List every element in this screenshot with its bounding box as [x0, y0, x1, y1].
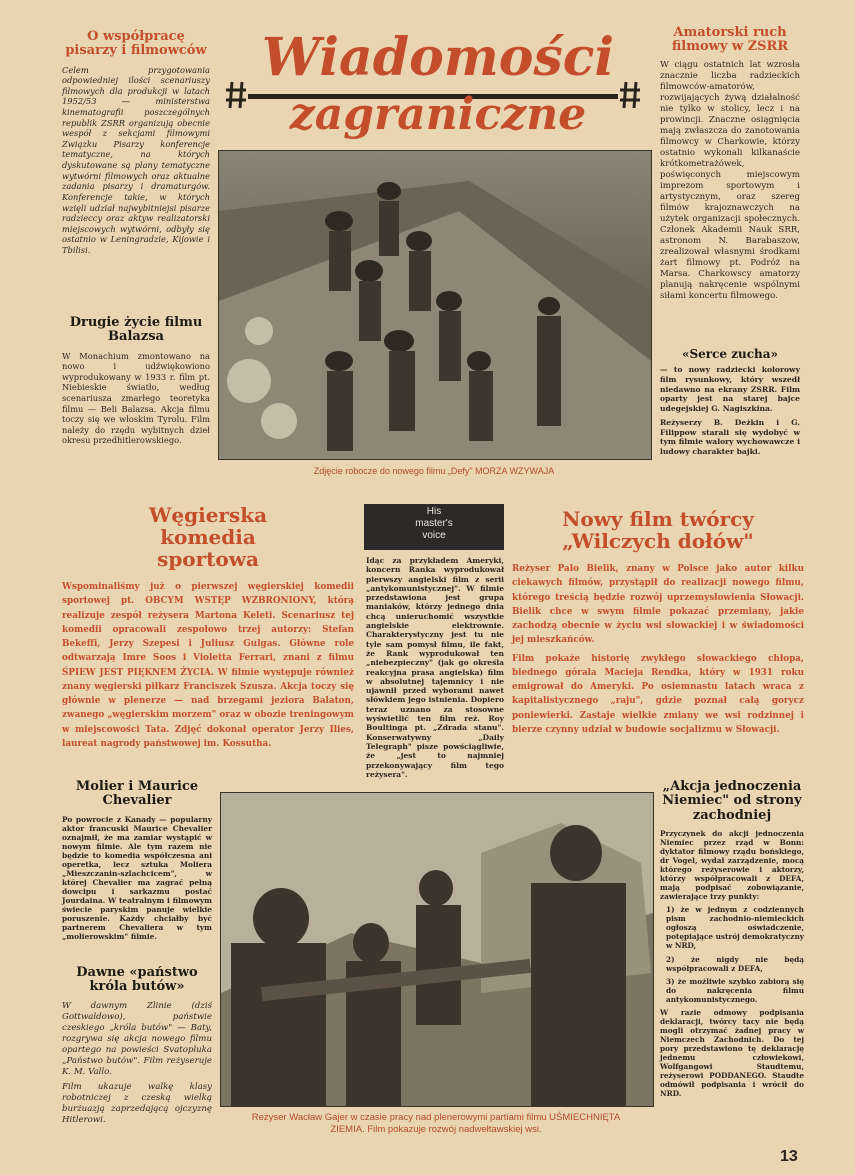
label-line-2: master's [415, 518, 453, 529]
article-title: Drugie życie filmu Balazsa [69, 315, 203, 345]
article-balazs [62, 316, 210, 446]
article-his-masters-voice [366, 556, 504, 779]
article-body: W Monachium zmontowano na nowo i udźwiękowiono wyprodukowany w 1933 r. film pt. Niebieskie światło, według scenariusza zmarłego teoretyka filmu — Beli Balazsa. Akcja filmu toczy się we włoskim Tyrolu. Film należy do rzędu wybitnych dzieł okresu przedhitlerowskiego. [62, 350, 210, 446]
section-banner [218, 24, 648, 142]
photo-ship-deck-caption: Zdjęcie robocze do nowego filmu „Defy" MORZA WZYWAJA [313, 466, 555, 476]
article-body-1: — to nowy radziecki kolorowy film rysunkowy, który wszedł niedawno na ekrany ZSRR. Film oparty jest na starej bajce udegejskiej G. Nagiszkina. [660, 365, 800, 414]
article-body-1: Przyczynek do akcji jednoczenia Niemiec przez rząd w Bonn: dyktator filmowy rządu bońskiego, dr Vogel, wydał zarządzenie, mocą którego reżyserowie i aktorzy, którzy współpracowali z DEFA, mają podpisać zobowiązanie, zawierające trzy punkty: [660, 828, 804, 902]
article-serce-zucha [660, 348, 800, 461]
article-body-2: Film ukazuje walkę klasy robotniczej z czeską wielką burżuazją zaprzedającą ojczyznę Hitlerowi. [62, 1081, 212, 1125]
article-bielik [512, 508, 804, 741]
article-writers-filmmakers [62, 30, 210, 256]
page-number: 13 [780, 1148, 798, 1165]
article-title: „Akcja jednoczenia Niemiec" od strony zachodniej [662, 779, 802, 823]
article-chevalier [62, 780, 212, 941]
article-body: Wspominaliśmy już o pierwszej węgierskiej komedii sportowej pt. OBCYM WSTĘP WZBRONIONY, którą realizuje zespół reżysera Martona Keleti. Scenariusz tej komedii opracowali zespołowo trzej autorzy: Stefan Bekeffi, Jerzy Szepesi i Juliusz Gulgas. Główne role odtwarzają Imre Soos i Violetta Ferrari, znani z filmu ŚPIEW JEST PIĘKNEM ŻYCIA. W filmie występuje również znany węgierski piłkarz Franciszek Szusza. Akcja toczy się głównie w plenerze — nad brzegami jeziora Balaton, zwanego „węgierskim morzem" oraz w obozie treningowym w miejscowości Tata. Zdjęć dokonał operator Jerzy Ilies, laureat nagrody państwowej im. Kossutha. [62, 582, 354, 749]
article-title: Nowy film twórcy „Wilczych dołów" [562, 507, 754, 553]
label-line-3: voice [422, 530, 446, 541]
article-body: Po powrocie z Kanady — popularny aktor francuski Maurice Chevalier oznajmił, że ma zamiar wystąpić w nowym filmie. Ale tym razem nie będzie to komedia współczesna ani operetka, lecz sztuka Moliera „Mieszczanin-szlachcicem", w której Chevalier ma zagrać pełną dowcipu i sarkazmu postać Jourdaina. W teatralnym i filmowym świecie paryskim panuje wielkie poruszenie. Każdy chciałby być partnerem Chevaliera w tym „molierowskim" filmie. [62, 814, 212, 941]
article-german-unification [660, 780, 804, 1102]
article-title: Molier i Maurice Chevalier [75, 779, 199, 809]
article-list-item-1: 1) że w jednym z codziennych pism zachodnio-niemieckich ogłoszą oświadczenie, potępiające ustrój demokratyczny w NRD, [666, 905, 804, 951]
article-body-2: Reżyserzy B. Deżkin i G. Filippow starali się wydobyć w tym filmie walory wychowawcze i ludowy charakter bajki. [660, 417, 800, 456]
article-title: Dawne «państwo króla butów» [76, 965, 198, 995]
label-line-1: His [426, 506, 442, 517]
photo-film-set [220, 792, 654, 1107]
photo-ship-deck-image [219, 151, 651, 459]
article-body-1: W dawnym Zlinie (dziś Gottwaldowo), państwie czeskiego „króla butów" — Baty, rozgrywa się akcja nowego filmu opartego na powieści Svatopluka „Państwo butów". Film reżyseruje K. M. Vallo. [62, 1000, 212, 1077]
photo-film-set-caption: Reżyser Wacław Gajer w czasie pracy nad plenerowymi partiami filmu UŚMIECHNIĘTA ZIEMIA. Film pokazuje rozwój nadwełtawskiej wsi. [251, 1112, 621, 1135]
article-body: Idąc za przykładem Ameryki, koncern Ranka wyprodukował pierwszy angielski film z serii „antykomunistycznej". W filmie przedstawiona jest grupa maniaków, którzy jednego dnia chcą unieruchomić wszystkie angielskie elektrownie. Charakterystyczny jest tu nie tyle sam pomysł filmu, ile fakt, że Rank wyprodukował ten „niebezpieczny" (jak go określa reakcyjna prasa angielska) film w absolutnej tajemnicy i nie ujawnił przed wyborami nawet słówkiem jego istnienia. Dopiero teraz uznano za stosowne wyświetlić ten film reż. Roy Boultinga pt. „Zdrada stanu". Konserwatywny „Daily Telegraph" pisze powściągliwie, że „jest to najmniej przekonywający film tego reżysera". [366, 556, 504, 779]
article-title: Węgierska komedia sportowa [148, 503, 268, 571]
article-body-2: W razie odmowy podpisania deklaracji, twórcy tacy nie będą mogli otrzymać żadnej pracy w Niemczech Zachodnich. Do tej pory przedstawiono tę deklarację jednemu człowiekowi, Wolfgangowi Staudtemu, reżyserowi PODDANEGO. Staudte odmówił podpisania i wrócił do NRD. [660, 1007, 804, 1099]
article-bata [62, 966, 212, 1130]
article-body: W ciągu ostatnich lat wzrosła znacznie liczba radzieckich filmowców-amatorów, rozwijających żywą działalność nie tylko w stolicy, lecz i na prowincji. Znaczne osiągnięcia mają zwłaszcza do zanotowania filmowcy w Charkowie, którzy ostatnio wykonali kilkanaście krótkometrażówek, poświęconych miejscowym imprezom sportowym i artystycznym, oraz szereg filmów krajoznawczych na użytek organizacji społecznych. Członek Akademii Nauk SRR, astronom N. Barabaszow, zrealizował własnymi środkami żart filmowy pt. Podróż na Marsa. Charkowscy amatorzy planują nakręcenie wspólnymi siłami koncertu filmowego. [660, 59, 800, 301]
article-title: «Serce zucha» [681, 347, 779, 361]
his-masters-voice-label [364, 504, 504, 550]
article-body: Celem przygotowania odpowiedniej ilości scenariuszy filmowych dla produkcji w latach 1952/53 — ministerstwa kinematografii poszczególnych republik ZSRR organizują obecnie wespół z sekcjami filmowymi Związku Pisarzy konferencje tematyczne, na których dyskutowane są plany tematyczne wytwórni filmowych oraz aktualne zadania pisarzy i dramaturgów. Konferencje takie, w których wzięli udział najwybitniejsi pisarze radzieccy oraz aktyw realizatorski miejscowych wytwórni, odbyły się ostatnio w Leningradzie, Kijowie i Tbilisi. [62, 64, 210, 255]
article-title: O współpracę pisarzy i filmowców [65, 29, 207, 59]
article-amateur-film [660, 26, 800, 302]
banner-line-1: Wiadomości [261, 27, 615, 88]
photo-ship-deck [218, 150, 652, 460]
article-hungarian-comedy [62, 504, 354, 751]
article-list-item-3: 3) że możliwie szybko zabiorą się do nakręcenia filmu antykomunistycznego. [666, 976, 804, 1004]
banner-line-2: zagraniczne [289, 89, 587, 140]
article-list-item-2: 2) że nigdy nie będą współpracowali z DEFA, [666, 954, 804, 973]
article-body-2: Film pokaże historię zwykłego słowackiego chłopa, biednego górala Macieja Rendka, który w 1931 roku emigrował do Ameryki. Po osiemnastu latach wraca z kapitalistycznego „raju", gdzie poznał całą gorycz poniewierki. Zastaje wielkie zmiany we wsi rodzinnej i bierze czynny udział w budowie socjalizmu w Słowacji. [512, 653, 804, 735]
article-title: Amatorski ruch filmowy w ZSRR [671, 25, 789, 55]
article-body-1: Reżyser Palo Bielik, znany w Polsce jako autor kilku ciekawych filmów, przystąpił do realizacji nowego filmu, którego treścią będzie rozwój uprzemysłowienia Słowacji. Bielik chce w swym filmie pokazać przemiany, jakie zachodzą obecnie w życiu wsi słowackiej i w świadomości jej mieszkańców. [512, 564, 804, 646]
photo-film-set-image [221, 793, 653, 1106]
